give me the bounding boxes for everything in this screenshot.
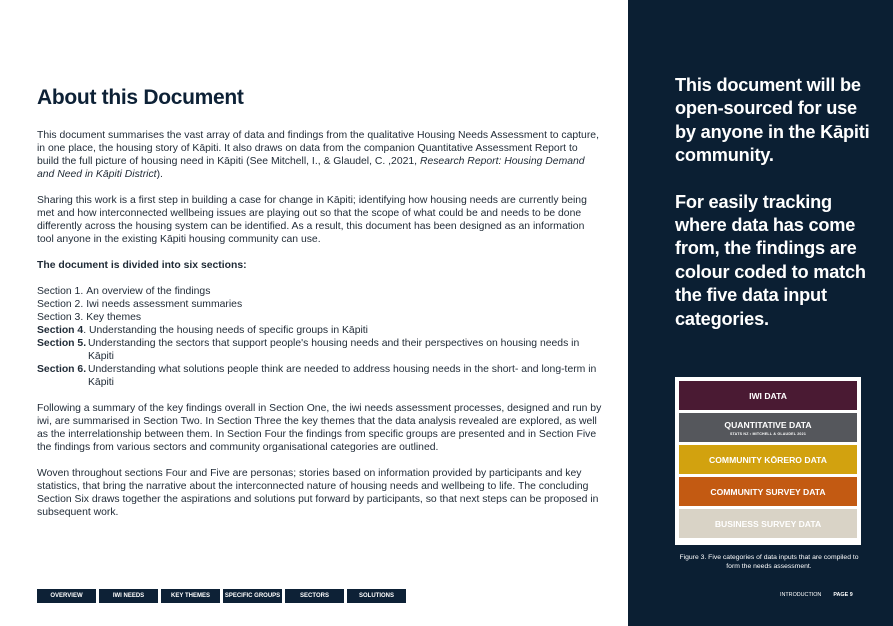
list-item: Section 4 . Understanding the housing needs of specific groups in Kāpiti xyxy=(37,325,368,336)
data-categories-figure xyxy=(675,377,861,545)
list-item: Section 5. Understanding the sectors that support people's housing needs and their perspectives on housing needs in Kāpiti xyxy=(37,338,580,362)
sidebar-heading xyxy=(675,74,870,354)
sidebar xyxy=(628,0,893,626)
category-iwi-data: IWI DATA xyxy=(679,381,857,410)
tab-overview[interactable]: OVERVIEW xyxy=(37,589,96,603)
list-item: Section 3. Key themes xyxy=(37,312,142,323)
category-community-survey-data: COMMUNITY SURVEY DATA xyxy=(679,477,857,506)
intro-paragraph-2: Sharing this work is a first step in building a case for change in Kāpiti; identifying how housing needs are currently being met and how interconnected wellbeing issues are playing out so that the scope of what could be and needs to be done differently across the housing system can be identified. As a result, this document has been designed as an information tool anyone in the existing Kāpiti housing community can use. xyxy=(37,195,587,245)
intro-paragraph-3: Following a summary of the key findings overall in Section One, the iwi needs assessment processes, designed and run by iwi, are summarised in Section Two. In Section Three the key themes that the data analysis revealed are explored, as well as the interrelationship between them. In Section Four the findings from specific groups are presented and in Section Five the findings from various sectors and community organisational categories are outlined. xyxy=(37,403,602,453)
category-business-survey-data: BUSINESS SURVEY DATA xyxy=(679,509,857,538)
sections-heading: The document is divided into six sections: xyxy=(37,260,247,271)
footer-section: INTRODUCTION xyxy=(780,592,822,598)
figure-caption: Figure 3. Five categories of data inputs that are compiled to form the needs assessment. xyxy=(679,554,859,570)
sections-list xyxy=(37,285,602,389)
category-community-korero-data: COMMUNITY KŌRERO DATA xyxy=(679,445,857,474)
open-source-statement: This document will be open-sourced for use by anyone in the Kāpiti community. xyxy=(675,75,870,166)
page-footer xyxy=(780,592,853,598)
list-item: Section 1. An overview of the findings xyxy=(37,286,211,297)
section-nav xyxy=(37,589,406,603)
tab-key-themes[interactable]: KEY THEMES xyxy=(161,589,220,603)
category-quantitative-data: QUANTITATIVE DATA STATS NZ • MITCHELL & GLAUDEL 2021 xyxy=(679,413,857,442)
category-source: STATS NZ • MITCHELL & GLAUDEL 2021 xyxy=(729,431,807,436)
report-citation: Research Report: Housing Demand and Need in Kāpiti District xyxy=(37,156,585,180)
colour-coding-statement: For easily tracking where data has come from, the findings are colour coded to match the five data input categories. xyxy=(675,191,866,329)
list-item: Section 6. Understanding what solutions people think are needed to address housing needs in the short- and long-term in Kāpiti xyxy=(37,364,597,388)
list-item: Section 2. Iwi needs assessment summaries xyxy=(37,299,243,310)
page-number: PAGE 9 xyxy=(833,592,853,598)
tab-sectors[interactable]: SECTORS xyxy=(285,589,344,603)
tab-solutions[interactable]: SOLUTIONS xyxy=(347,589,406,603)
body-text xyxy=(37,129,602,532)
page-title: About this Document xyxy=(37,86,244,109)
tab-specific-groups[interactable]: SPECIFIC GROUPS xyxy=(223,589,282,603)
tab-iwi-needs[interactable]: IWI NEEDS xyxy=(99,589,158,603)
intro-paragraph-4: Woven throughout sections Four and Five are personas; stories based on information provided by participants and key statistics, that bring the narrative about the interconnected nature of housing needs and wellbeing to life. The concluding Section Six draws together the aspirations and solutions put forward by participants, so that next steps can be proposed in subsequent work. xyxy=(37,468,599,518)
intro-paragraph-1: This document summarises the vast array of data and findings from the qualitative Housing Needs Assessment to capture, in one place, the housing story of Kāpiti. It also draws on data from the companion Quantitative Assessment Report to build the full picture of housing need in Kāpiti (See Mitchell, I., & Glaudel, C. ,2021, Research Report: Housing Demand and Need in Kāpiti District). xyxy=(37,130,599,180)
